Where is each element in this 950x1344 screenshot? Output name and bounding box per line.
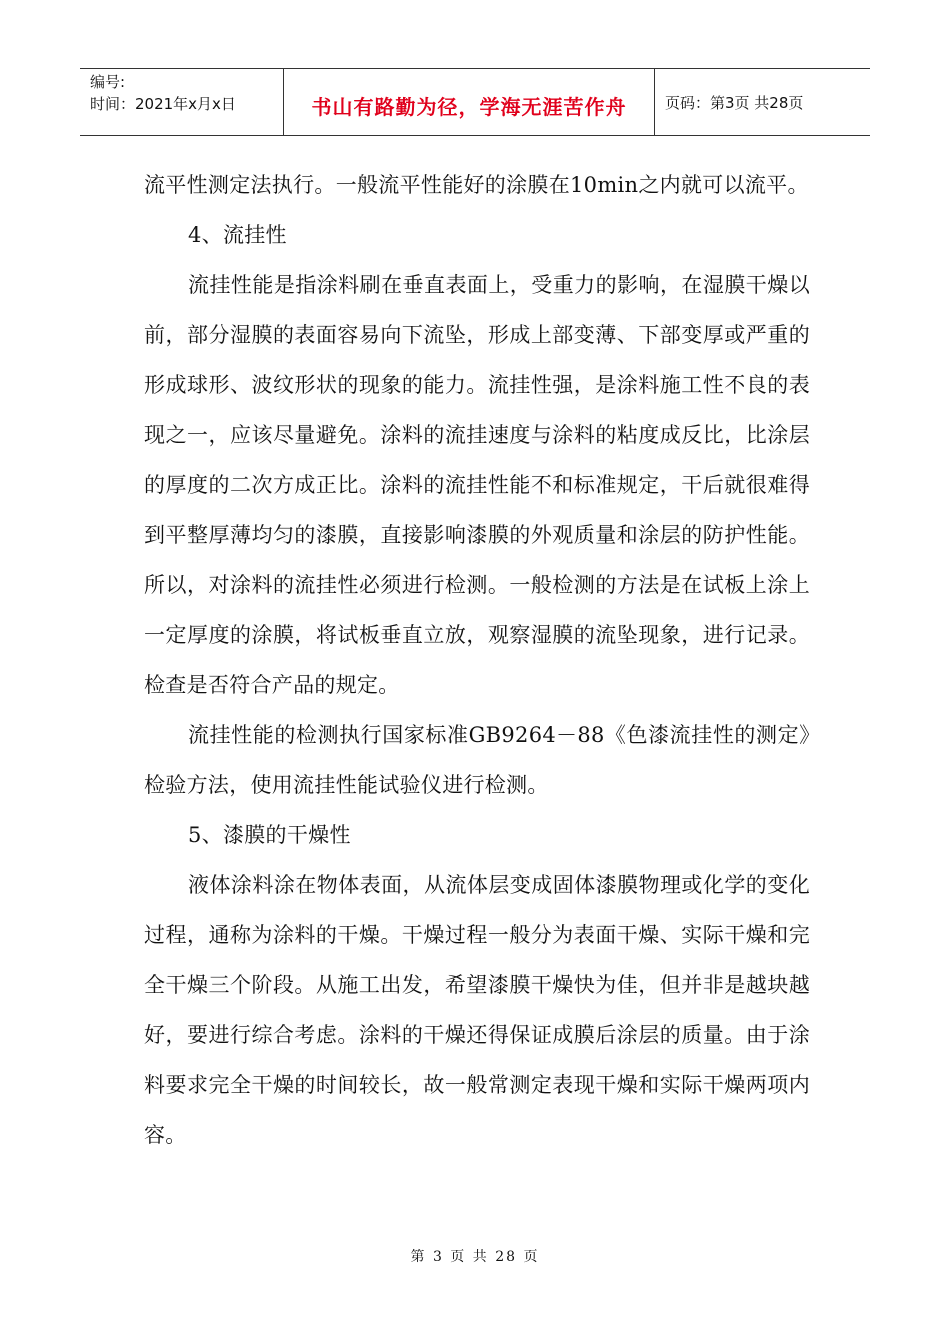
section-heading-sagging: 4、流挂性 xyxy=(188,223,287,247)
header-motto-cell xyxy=(283,69,655,135)
paragraph-drying-process: 液体涂料涂在物体表面，从流体层变成固体漆膜物理或化学的变化过程，通称为涂料的干燥。干燥过程一般分为表面干燥、实际干燥和完全干燥三个阶段。从施工出发，希望漆膜干燥快为佳，但并非是越块越好，要进行综合考虑。涂料的干燥还得保证成膜后涂层的质量。由于涂料要求完全干燥的时间较长，故一般常测定表现干燥和实际干燥两项内容。 xyxy=(144,873,810,1147)
header-page-cell xyxy=(655,69,870,135)
document-body xyxy=(144,160,810,1160)
header-page-info: 页码：第3页 共28页 xyxy=(665,93,804,112)
paragraph-sagging-standard: 流挂性能的检测执行国家标准GB9264－88《色漆流挂性的测定》检验方法，使用流挂性能试验仪进行检测。 xyxy=(144,723,810,797)
header-meta xyxy=(80,69,283,135)
document-date: 时间：2021年x月x日 xyxy=(90,95,236,113)
section-heading-drying: 5、漆膜的干燥性 xyxy=(188,823,351,847)
header-motto: 书山有路勤为径，学海无涯苦作舟 xyxy=(311,94,627,119)
paragraph-sagging-definition: 流挂性能是指涂料刷在垂直表面上，受重力的影响，在湿膜干燥以前，部分湿膜的表面容易向下流坠，形成上部变薄、下部变厚或严重的形成球形、波纹形状的现象的能力。流挂性强，是涂料施工性不良的表现之一，应该尽量避免。涂料的流挂速度与涂料的粘度成反比，比涂层的厚度的二次方成正比。涂料的流挂性能不和标准规定，干后就很难得到平整厚薄均匀的漆膜，直接影响漆膜的外观质量和涂层的防护性能。所以，对涂料的流挂性必须进行检测。一般检测的方法是在试板上涂上一定厚度的涂膜，将试板垂直立放，观察湿膜的流坠现象，进行记录。检查是否符合产品的规定。 xyxy=(144,273,810,697)
paragraph-flow-leveling-end: 流平性测定法执行。一般流平性能好的涂膜在10min之内就可以流平。 xyxy=(144,173,809,197)
document-number-label: 编号: xyxy=(90,73,126,91)
page-footer: 第 3 页 共 28 页 xyxy=(410,1249,540,1265)
document-header xyxy=(80,68,870,136)
